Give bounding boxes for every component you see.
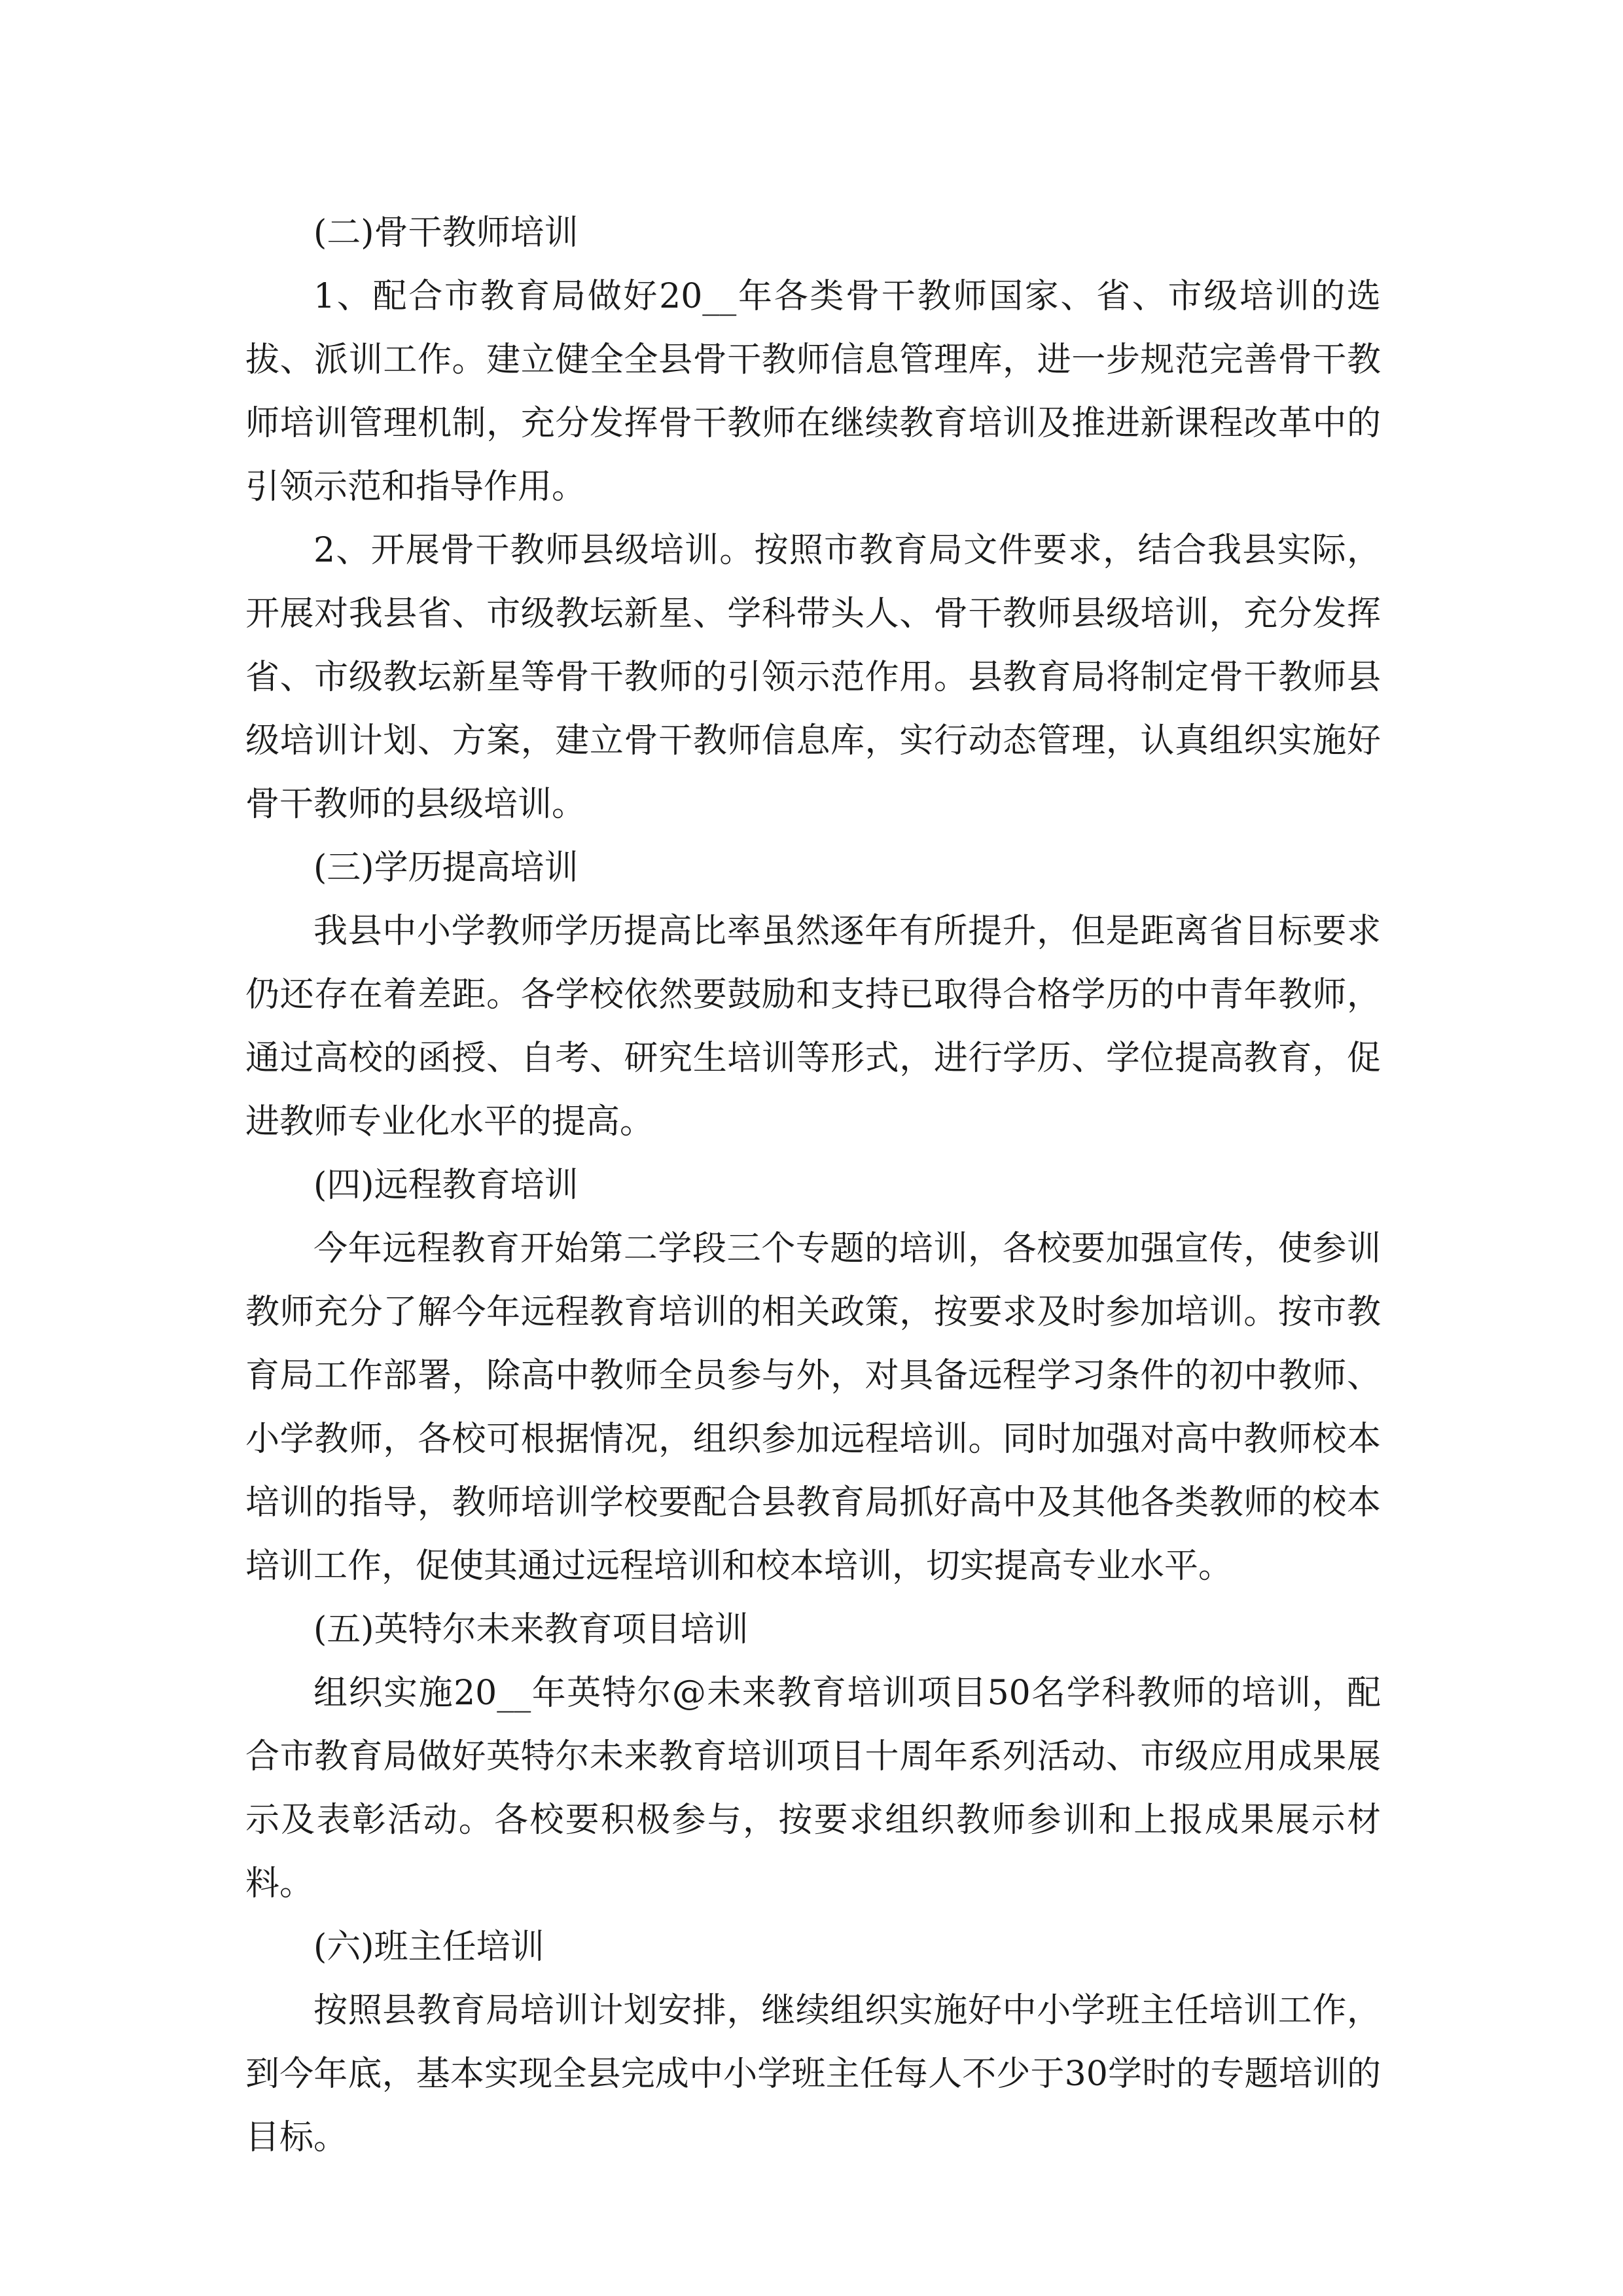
paragraph-degree-improvement: 我县中小学教师学历提高比率虽然逐年有所提升，但是距离省目标要求仍还存在着差距。各学校依然要鼓励和支持已取得合格学历的中青年教师，通过高校的函授、自考、研究生培训等形式，进行学历、学位提高教育，促进教师专业化水平的提高。 xyxy=(245,912,1381,1141)
paragraph-intel-future-education: 组织实施20__年英特尔@未来教育培训项目50名学科教师的培训，配合市教育局做好英特尔未来教育培训项目十周年系列活动、市级应用成果展示及表彰活动。各校要积极参与，按要求组织教师参训和上报成果展示材料。 xyxy=(245,1674,1381,1903)
section-heading-intel-future-education: (五)英特尔未来教育项目培训 xyxy=(313,1610,749,1649)
paragraph-distance-education: 今年远程教育开始第二学段三个专题的培训，各校要加强宣传，使参训教师充分了解今年远程教育培训的相关政策，按要求及时参加培训。按市教育局工作部署，除高中教师全员参与外，对具备远程学习条件的初中教师、小学教师，各校可根据情况，组织参加远程培训。同时加强对高中教师校本培训的指导，教师培训学校要配合县教育局抓好高中及其他各类教师的校本培训工作，促使其通过远程培训和校本培训，切实提高专业水平。 xyxy=(245,1229,1381,1586)
paragraph-backbone-item-2: 2、开展骨干教师县级培训。按照市教育局文件要求，结合我县实际，开展对我县省、市级教坛新星、学科带头人、骨干教师县级培训，充分发挥省、市级教坛新星等骨干教师的引领示范作用。县教育局将制定骨干教师县级培训计划、方案，建立骨干教师信息库，实行动态管理，认真组织实施好骨干教师的县级培训。 xyxy=(245,531,1381,824)
section-heading-backbone-teacher-training: (二)骨干教师培训 xyxy=(313,213,579,253)
paragraph-head-teacher-training: 按照县教育局培训计划安排，继续组织实施好中小学班主任培训工作，到今年底，基本实现全县完成中小学班主任每人不少于30学时的专题培训的目标。 xyxy=(245,1991,1381,2157)
section-heading-degree-improvement-training: (三)学历提高培训 xyxy=(313,848,579,888)
section-heading-head-teacher-training: (六)班主任培训 xyxy=(313,1928,544,1967)
section-heading-distance-education-training: (四)远程教育培训 xyxy=(313,1166,579,1205)
paragraph-backbone-item-1: 1、配合市教育局做好20__年各类骨干教师国家、省、市级培训的选拔、派训工作。建立健全全县骨干教师信息管理库，进一步规范完善骨干教师培训管理机制，充分发挥骨干教师在继续教育培训及推进新课程改革中的引领示范和指导作用。 xyxy=(245,277,1381,507)
document-body xyxy=(245,202,1381,2170)
